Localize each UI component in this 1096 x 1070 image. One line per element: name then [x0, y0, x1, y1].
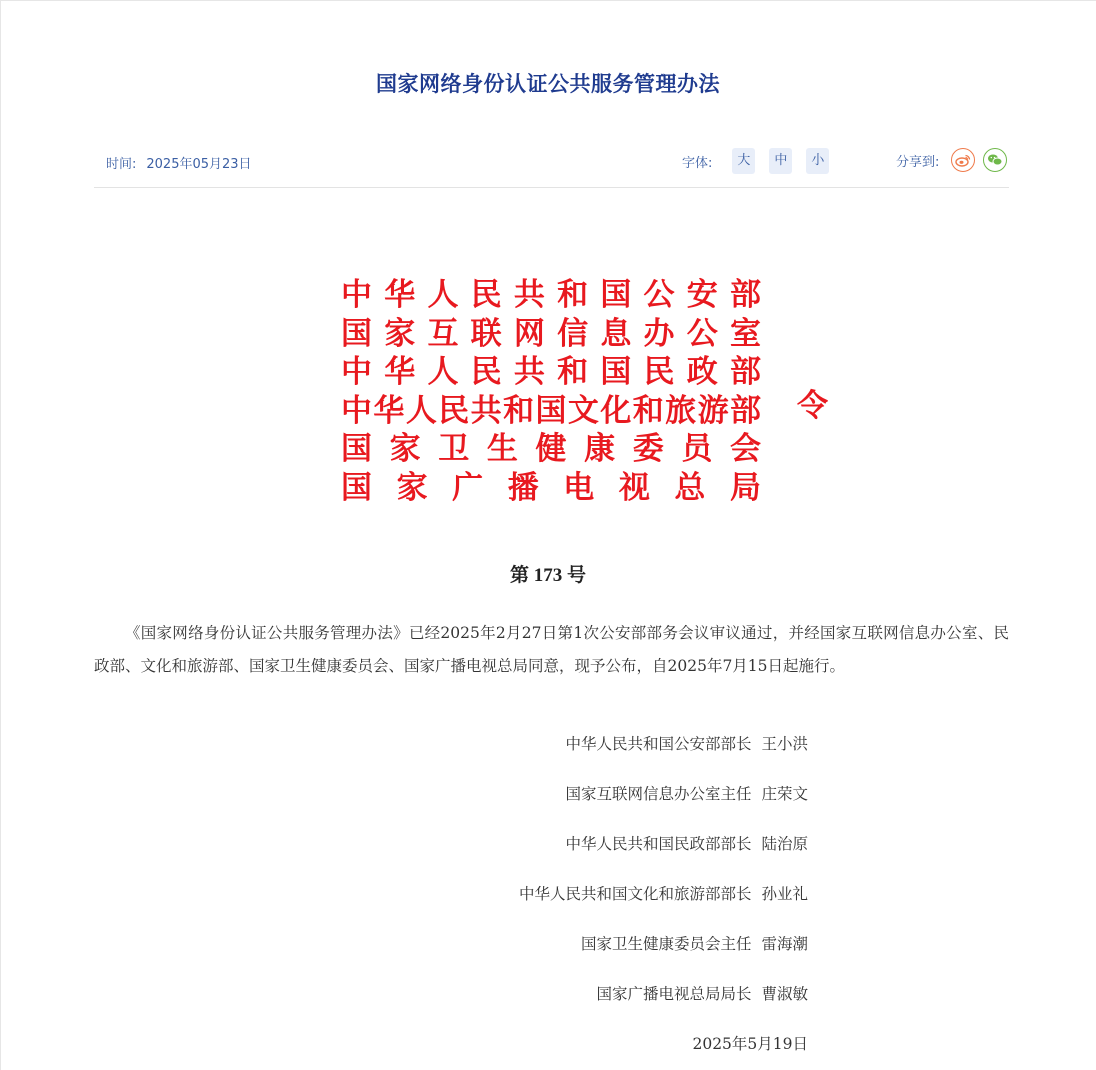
font-size-medium-button[interactable]: 中 [769, 148, 792, 174]
authority-line: 中华人民共和国公安部 [341, 277, 761, 313]
font-size-large-button[interactable]: 大 [732, 148, 755, 174]
signature-block [0, 729, 808, 1029]
signature-line [0, 929, 808, 979]
authority-line: 中华人民共和国民政部 [341, 354, 761, 390]
signature-line [0, 879, 808, 929]
wechat-icon[interactable] [983, 148, 1007, 172]
signer-name: 孙业礼 [761, 885, 808, 903]
font-size-small-button[interactable]: 小 [806, 148, 829, 174]
share-bar [896, 148, 1007, 172]
document-number: 第 173 号 [509, 565, 586, 586]
signature-line [0, 829, 808, 879]
meta-divider [94, 187, 1009, 188]
frame-border-top [0, 0, 1096, 1]
signature-line [0, 729, 808, 779]
publish-date: 2025年05月23日 [146, 157, 252, 172]
signer-title: 中华人民共和国公安部部长 [565, 735, 752, 753]
signer-name: 曹淑敏 [761, 985, 808, 1003]
authority-line: 中华人民共和国文化和旅游部 [341, 392, 761, 429]
decree-mark: 令 [797, 388, 828, 424]
issuing-authorities [341, 276, 761, 507]
share-label: 分享到: [896, 154, 940, 170]
time-label: 时间: [106, 157, 137, 172]
decree-paragraph: 《国家网络身份认证公共服务管理办法》已经2025年2月27日第1次公安部部务会议审议通过，并经国家互联网信息办公室、民政部、文化和旅游部、国家卫生健康委员会、国家广播电视总局同意，现予公布，自2025年7月15日起施行。 [94, 624, 1009, 675]
authority-line: 国家互联网信息办公室 [341, 315, 761, 352]
signer-name: 王小洪 [761, 735, 808, 753]
signer-name: 雷海潮 [761, 935, 808, 953]
signer-title: 国家互联网信息办公室主任 [565, 785, 752, 803]
signer-title: 中华人民共和国民政部部长 [565, 835, 752, 853]
signing-date: 2025年5月19日 [692, 1035, 808, 1053]
page-title: 国家网络身份认证公共服务管理办法 [376, 72, 720, 96]
signature-line [0, 779, 808, 829]
weibo-icon[interactable] [951, 148, 975, 172]
signer-name: 庄荣文 [761, 785, 808, 803]
publish-time [106, 153, 252, 172]
font-size-control [682, 148, 843, 174]
article-meta-bar [94, 145, 1009, 179]
font-size-label: 字体: [682, 155, 713, 171]
signer-title: 国家广播电视总局局长 [596, 985, 752, 1003]
signer-title: 中华人民共和国文化和旅游部部长 [518, 885, 752, 903]
signature-line [0, 979, 808, 1029]
signer-name: 陆治原 [761, 835, 808, 853]
authority-line: 国家广播电视总局 [341, 469, 761, 506]
signer-title: 国家卫生健康委员会主任 [580, 935, 752, 953]
authority-line: 国家卫生健康委员会 [341, 431, 761, 467]
